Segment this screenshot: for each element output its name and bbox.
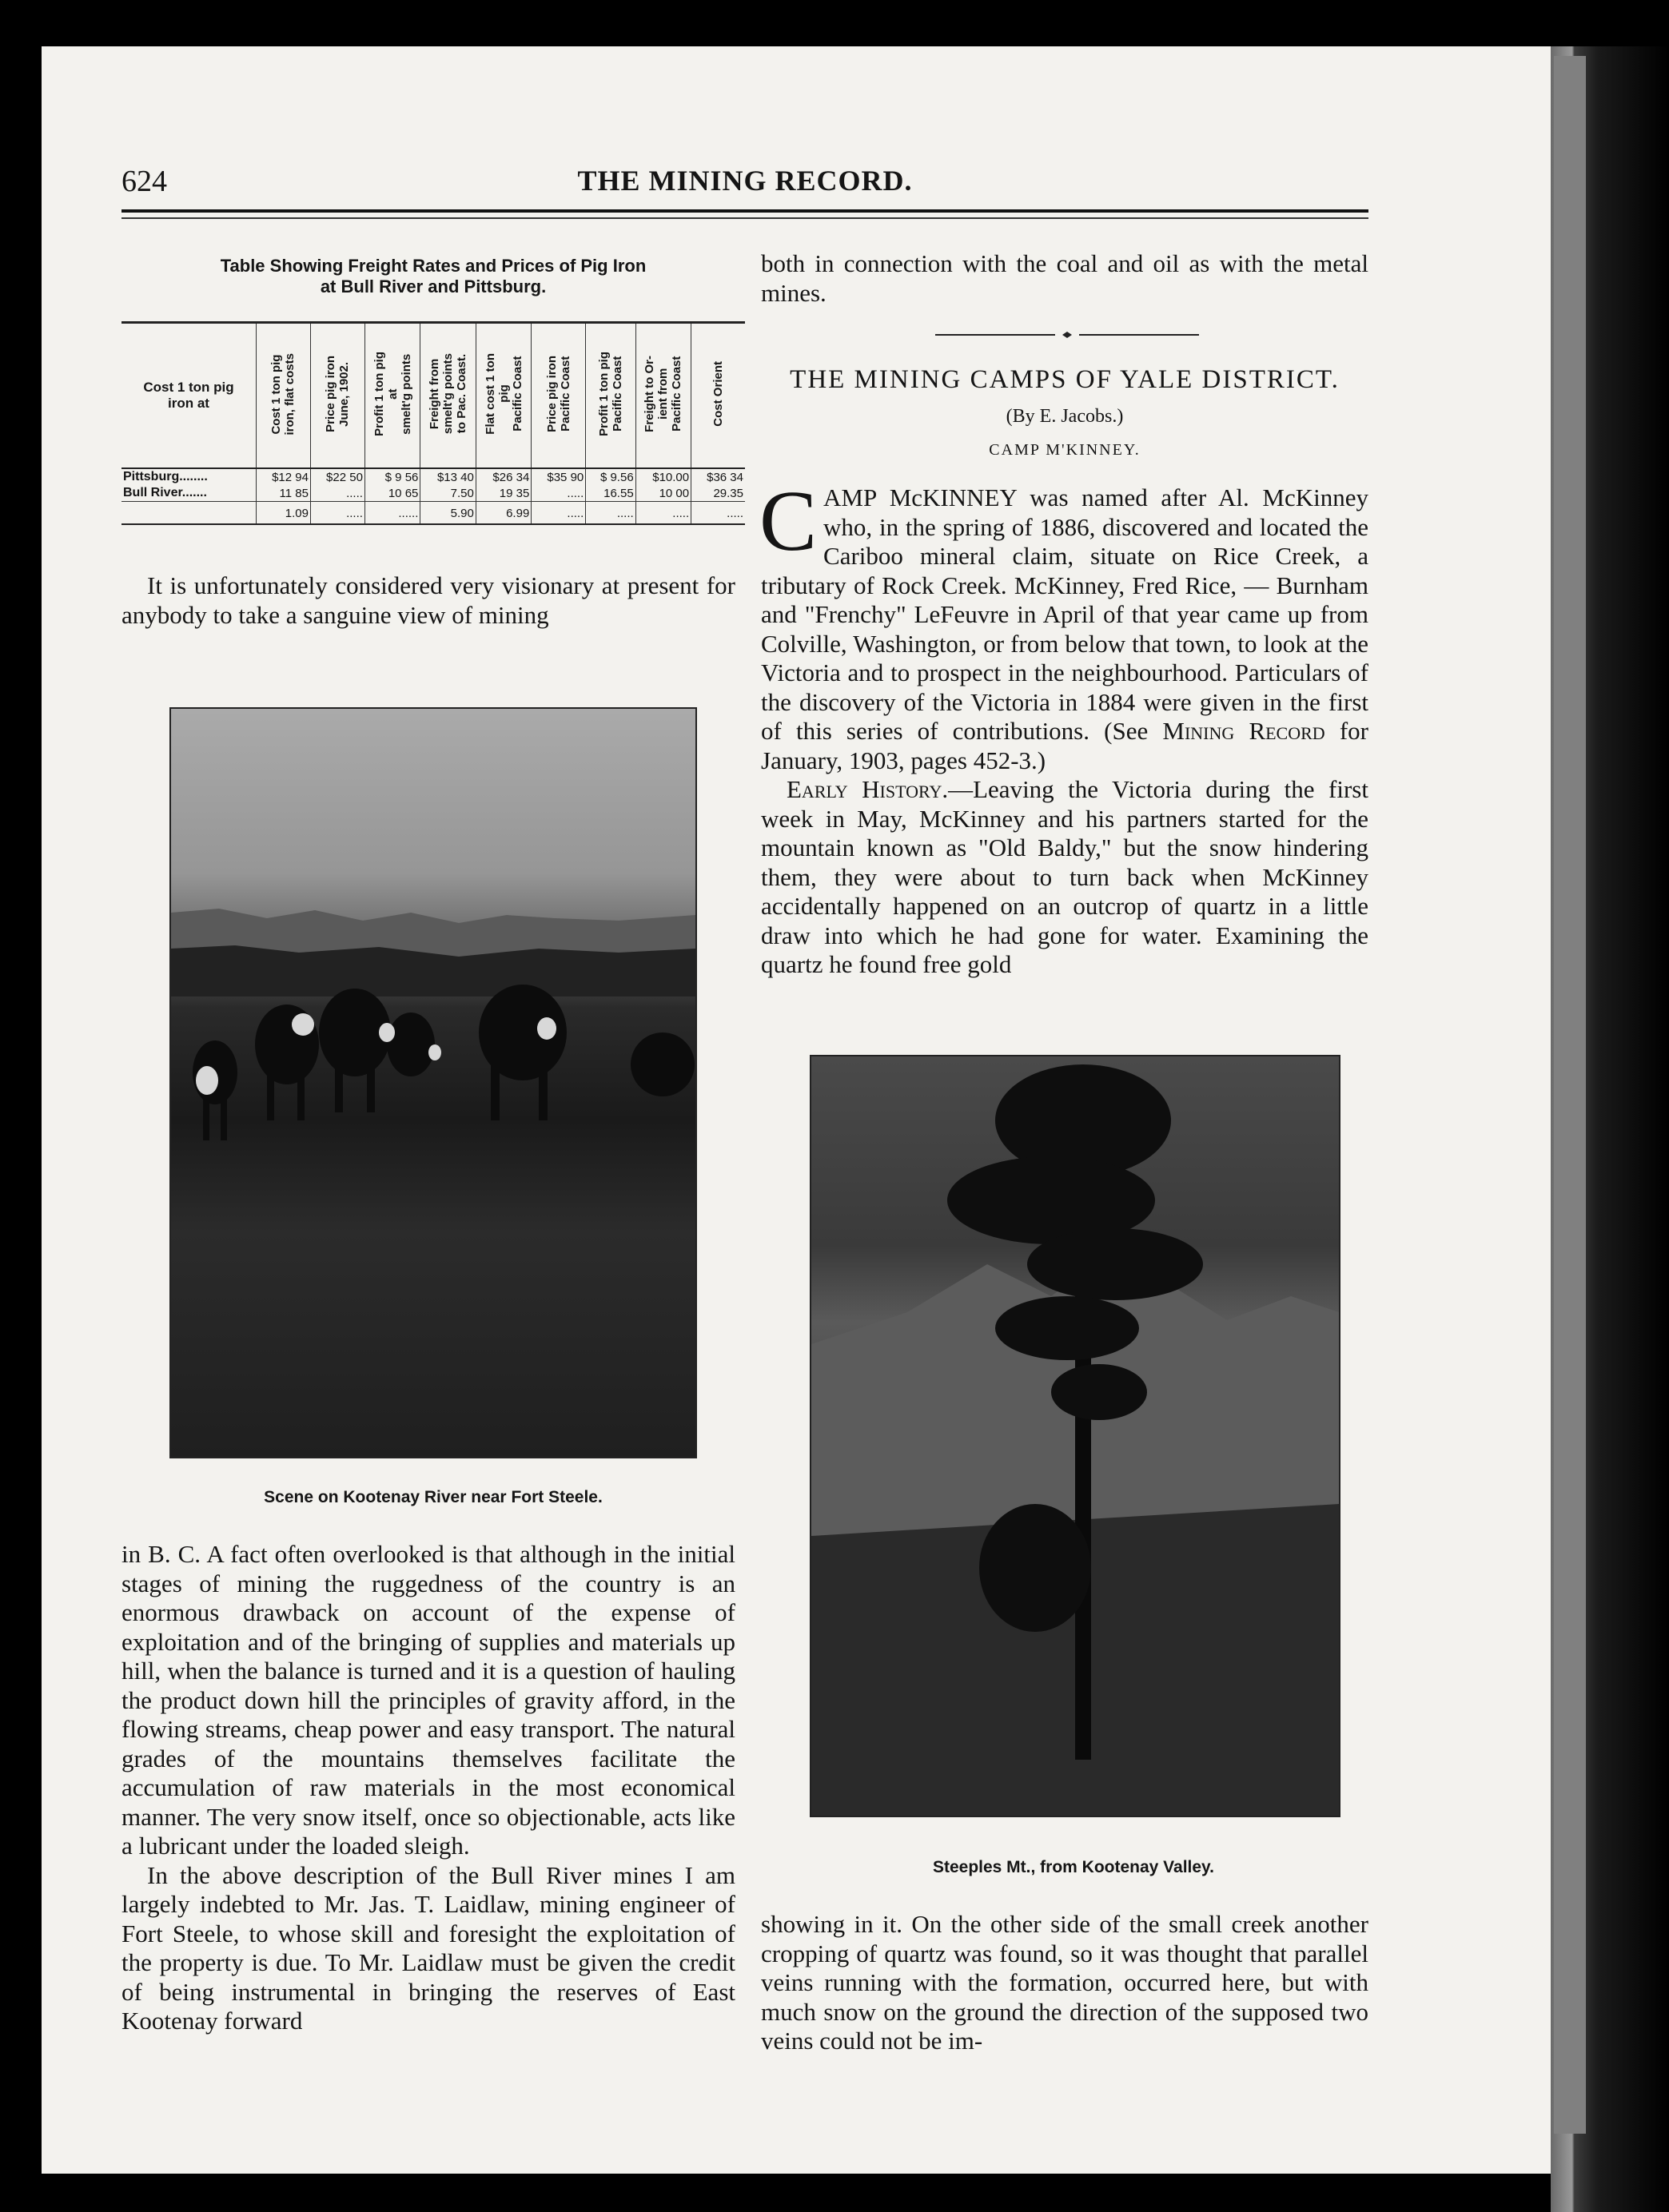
table-cell: $13 40 [420, 468, 476, 485]
paragraph: showing in it. On the other side of the small creek another cropping of quartz was found, so it was thought that parallel veins running with the formation, occurred here, but with much snow on the ground the direction of the supposed two veins could not be im- [761, 1910, 1368, 2055]
page-number: 624 [121, 165, 167, 198]
table-title-line-1: Table Showing Freight Rates and Prices of Pig Iron [220, 256, 647, 276]
table-cell: 6.99 [476, 502, 531, 524]
article-title: THE MINING CAMPS OF YALE DISTRICT. [790, 365, 1340, 394]
table-cell: $10.00 [635, 468, 691, 485]
table-cell: ..... [586, 502, 635, 524]
table-cell: 19 35 [476, 485, 531, 502]
section-lead: Early History. [787, 775, 949, 803]
column-header: Cost Orient [691, 324, 745, 468]
table-cell: $ 9.56 [586, 468, 635, 485]
table-cell: ..... [532, 502, 586, 524]
table-cell: ..... [635, 502, 691, 524]
steeples-mountain-photo [810, 1055, 1340, 1817]
paragraph [759, 474, 1368, 775]
paragraph [761, 775, 1368, 980]
column-header: Freight to Or- ient from Pacific Coast [635, 324, 691, 468]
column-header: Price pig iron Pacific Coast [532, 324, 586, 468]
table-cell: ..... [532, 485, 586, 502]
table-row [121, 502, 745, 524]
paragraph: both in connection with the coal and oil as with the metal mines. [761, 249, 1368, 307]
table-cell: 1.09 [257, 502, 311, 524]
drop-cap: C [759, 474, 818, 569]
section-ornament [935, 332, 1199, 338]
table-cell: 11 85 [257, 485, 311, 502]
page-edge-strip [1554, 56, 1586, 2134]
header-rule [121, 209, 1368, 213]
running-title: THE MINING RECORD. [577, 165, 913, 197]
steeples-mountain-image [811, 1056, 1339, 1816]
lead-words: AMP McKINNEY [823, 483, 1017, 511]
table-cell: $35 90 [532, 468, 586, 485]
column-header: Cost 1 ton pig iron, flat costs [257, 324, 311, 468]
right-column-top [761, 249, 1368, 308]
table-cell: $12 94 [257, 468, 311, 485]
journal-reference: Mining Record [1162, 717, 1325, 745]
table-title [121, 256, 745, 297]
table-cell: 7.50 [420, 485, 476, 502]
column-header: Flat cost 1 ton pig Pacific Coast [476, 324, 531, 468]
table-title-line-2: at Bull River and Pittsburg. [320, 276, 547, 296]
column-header: Freight from smelt'g points to Pac. Coast. [420, 324, 476, 468]
kootenay-river-scene-image [171, 709, 695, 1457]
table-cell: $22 50 [310, 468, 364, 485]
row-label: Bull River....... [123, 486, 207, 499]
row-label: Pittsburg........ [123, 470, 208, 483]
paragraph-text: was named after Al. McKinney who, in the spring of 1886, discovered and located the Cariboo mineral claim, situate on Rice Creek, a tributary of Rock Creek. McKinney, Fred Rice, — Burnham and "Frenchy" LeFeuvre in April of that year came up from Colville, Washington, or from below that town, to look at the Victoria and to prospect in the neighbourhood. Particulars of the discovery of the Victoria in 1884 were given in the first of this series of contributions. (See [761, 483, 1368, 745]
column-header: Price pig iron June, 1902. [310, 324, 364, 468]
paragraph-text: for January, 1903, pages 452-3.) [761, 717, 1368, 774]
column-header: Profit 1 ton pig Pacific Coast [586, 324, 635, 468]
table-header-row [121, 324, 745, 468]
table-cell: ..... [310, 502, 364, 524]
left-column-intro [121, 571, 735, 630]
table-cell: 29.35 [691, 485, 745, 502]
table-cell: ..... [310, 485, 364, 502]
table-row [121, 485, 745, 502]
steeples-mountain-caption: Steeples Mt., from Kootenay Valley. [932, 1858, 1215, 1876]
table-cell: ...... [364, 502, 420, 524]
paragraph: In the above description of the Bull River mines I am largely indebted to Mr. Jas. T. Laidlaw, mining engineer of Fort Steele, to whose skill and foresight the exploitation of the property is due. To Mr. Laidlaw must be given the credit of being instrumental in bringing the reserves of East Kootenay forward [121, 1860, 735, 2035]
header-rule-thin [121, 217, 1368, 219]
table-cell: ..... [691, 502, 745, 524]
column-header: Profit 1 ton pig at smelt'g points [364, 324, 420, 468]
table-cell: $26 34 [476, 468, 531, 485]
table-row-header: Cost 1 ton pig iron at [121, 324, 257, 468]
table-cell: 16.55 [586, 485, 635, 502]
table-cell: $ 9 56 [364, 468, 420, 485]
left-column-body [121, 1540, 735, 2036]
kootenay-river-photo [169, 707, 697, 1458]
paragraph: in B. C. A fact often overlooked is that although in the initial stages of mining the ruggedness of the country is an enormous drawback on account of the expense of exploitation and of the bringing of supplies and materials up hill, when the balance is turned and it is a question of hauling the product down hill the principles of gravity afford, in the flowing streams, cheap power and easy transport. The natural grades of the mountains themselves facilitate the accumulation of raw materials in the most economical manner. The very snow itself, once so objectionable, acts like a lubricant under the loaded sleigh. [121, 1540, 735, 1860]
table-cell: 10 65 [364, 485, 420, 502]
right-column-bottom [761, 1910, 1368, 2056]
paragraph-text: —Leaving the Victoria during the first week in May, McKinney and his partners started for the mountain known as "Old Baldy," but the snow hindering them, they were about to turn back when McKinney accidentally happened on an outcrop of quartz in a little draw into which he had gone for water. Examining the quartz he found free gold [761, 775, 1368, 978]
right-column-article [759, 474, 1368, 980]
table-cell: 5.90 [420, 502, 476, 524]
article-byline: (By E. Jacobs.) [1006, 406, 1124, 427]
table-row [121, 468, 745, 485]
paragraph: It is unfortunately considered very visionary at present for anybody to take a sanguine view of mining [121, 571, 735, 629]
table-cell: $36 34 [691, 468, 745, 485]
kootenay-river-caption: Scene on Kootenay River near Fort Steele. [264, 1488, 603, 1506]
row-label [121, 502, 257, 524]
article-subhead: CAMP M'KINNEY. [989, 441, 1141, 459]
table-cell: 10 00 [635, 485, 691, 502]
page-header [121, 164, 1368, 205]
freight-rates-table [121, 321, 745, 525]
